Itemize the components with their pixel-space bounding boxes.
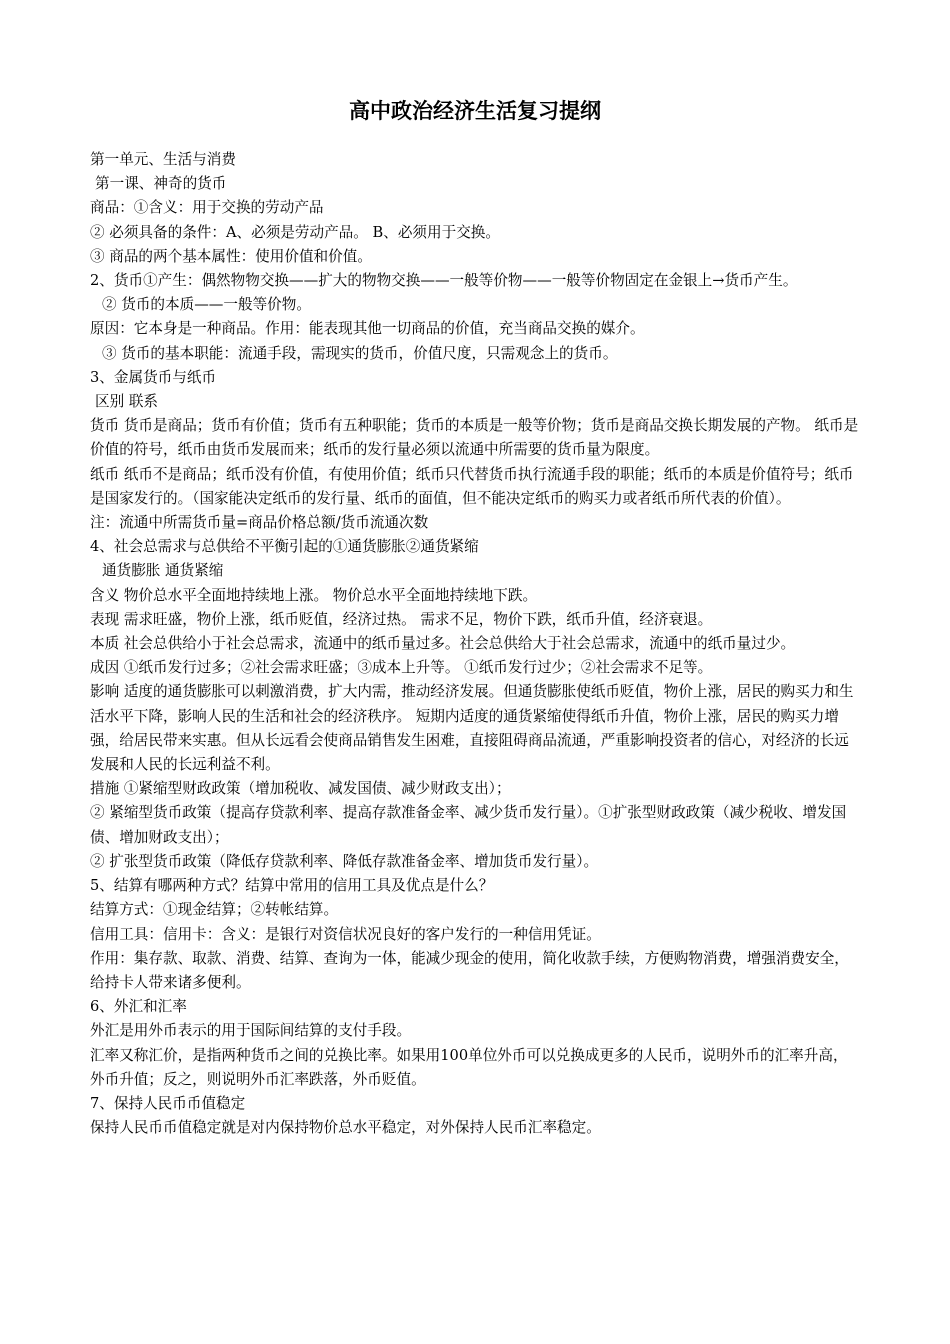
table-row: ② 紧缩型货币政策（提高存贷款利率、提高存款准备金率、减少货币发行量）。①扩张型财政政策（减少税收、增发国债、增加财政支出）； <box>90 804 847 846</box>
table-header: 区别 联系 <box>95 393 159 411</box>
section-heading: 4、社会总需求与总供给不平衡引起的①通货膨胀②通货紧缩 <box>90 538 479 556</box>
lesson-heading: 第一课、神奇的货币 <box>95 175 227 193</box>
paragraph: ② 必须具备的条件：A、必须是劳动产品。 B、必须用于交换。 <box>90 223 500 241</box>
paragraph: 商品：①含义：用于交换的劳动产品 <box>90 199 324 217</box>
table-row: 本质 社会总供给小于社会总需求，流通中的纸币量过多。社会总供给大于社会总需求，流通中的纸币量过少。 <box>90 635 796 653</box>
paragraph: 2、货币①产生：偶然物物交换——扩大的物物交换——一般等价物——一般等价物固定在金银上→货币产生。 <box>90 272 798 290</box>
note: 注：流通中所需货币量=商品价格总额/货币流通次数 <box>90 514 429 532</box>
paragraph: 结算方式：①现金结算；②转帐结算。 <box>90 901 339 919</box>
table-row: 成因 ①纸币发行过多；②社会需求旺盛；③成本上升等。 ①纸币发行过少；②社会需求不足等。 <box>90 659 713 677</box>
table-row: 货币 货币是商品；货币有价值；货币有五种职能；货币的本质是一般等价物；货币是商品交换长期发展的产物。 纸币是价值的符号，纸币由货币发展而来；纸币的发行量必须以流通中所需要的货币量为限度。 <box>90 417 859 459</box>
table-row: 含义 物价总水平全面地持续地上涨。 物价总水平全面地持续地下跌。 <box>90 586 538 604</box>
paragraph: ② 货币的本质——一般等价物。 <box>102 296 311 314</box>
paragraph: 作用：集存款、取款、消费、结算、查询为一体，能减少现金的使用，简化收款手续，方便购物消费，增强消费安全，给持卡人带来诸多便利。 <box>90 949 849 991</box>
unit-heading: 第一单元、生活与消费 <box>90 151 236 168</box>
table-row: 措施 ①紧缩型财政政策（增加税收、减发国债、减少财政支出）； <box>90 780 511 798</box>
section-heading: 3、金属货币与纸币 <box>90 368 217 386</box>
paragraph: ③ 商品的两个基本属性：使用价值和价值。 <box>90 247 372 265</box>
paragraph: 信用工具：信用卡：含义：是银行对资信状况良好的客户发行的一种信用凭证。 <box>90 925 601 943</box>
table-row: 纸币 纸币不是商品；纸币没有价值，有使用价值；纸币只代替货币执行流通手段的职能；纸币的本质是价值符号；纸币是国家发行的。（国家能决定纸币的发行量、纸币的面值，但不能决定纸币的购买力或者纸币所代表的价值）。 <box>90 465 854 507</box>
document-title: 高中政治经济生活复习提纲 <box>349 98 601 123</box>
section-heading: 5、结算有哪两种方式？结算中常用的信用工具及优点是什么？ <box>90 877 494 895</box>
table-row: 影响 适度的通货膨胀可以刺激消费，扩大内需，推动经济发展。但通货膨胀使纸币贬值，物价上涨，居民的购买力和生活水平下降，影响人民的生活和社会的经济秩序。 短期内适度的通货紧缩使得纸币升值，物价上涨，居民的购买力增强，给居民带来实惠。但从长远看会使商品销售发生困难，直接阻碍商品流通，严重影响投资者的信心，对经济的长远发展和人民的长远利益不利。 <box>90 683 854 774</box>
paragraph: 汇率又称汇价，是指两种货币之间的兑换比率。如果用100单位外币可以兑换成更多的人民币，说明外币的汇率升高，外币升值；反之，则说明外币汇率跌落，外币贬值。 <box>90 1046 848 1088</box>
section-heading: 6、外汇和汇率 <box>90 998 187 1016</box>
section-heading: 7、保持人民币币值稳定 <box>90 1094 246 1112</box>
paragraph: 外汇是用外币表示的用于国际间结算的支付手段。 <box>90 1022 412 1040</box>
table-header: 通货膨胀 通货紧缩 <box>102 562 224 580</box>
paragraph: ③ 货币的基本职能：流通手段，需现实的货币，价值尺度，只需观念上的货币。 <box>102 344 618 362</box>
paragraph: 原因：它本身是一种商品。作用：能表现其他一切商品的价值，充当商品交换的媒介。 <box>90 320 645 338</box>
table-row: 表现 需求旺盛，物价上涨，纸币贬值，经济过热。 需求不足，物价下跌，纸币升值，经济衰退。 <box>90 610 713 628</box>
paragraph: 保持人民币币值稳定就是对内保持物价总水平稳定，对外保持人民币汇率稳定。 <box>90 1119 601 1137</box>
document-body <box>90 148 862 1140</box>
table-row: ② 扩张型货币政策（降低存贷款利率、降低存款准备金率、增加货币发行量）。 <box>90 852 599 870</box>
